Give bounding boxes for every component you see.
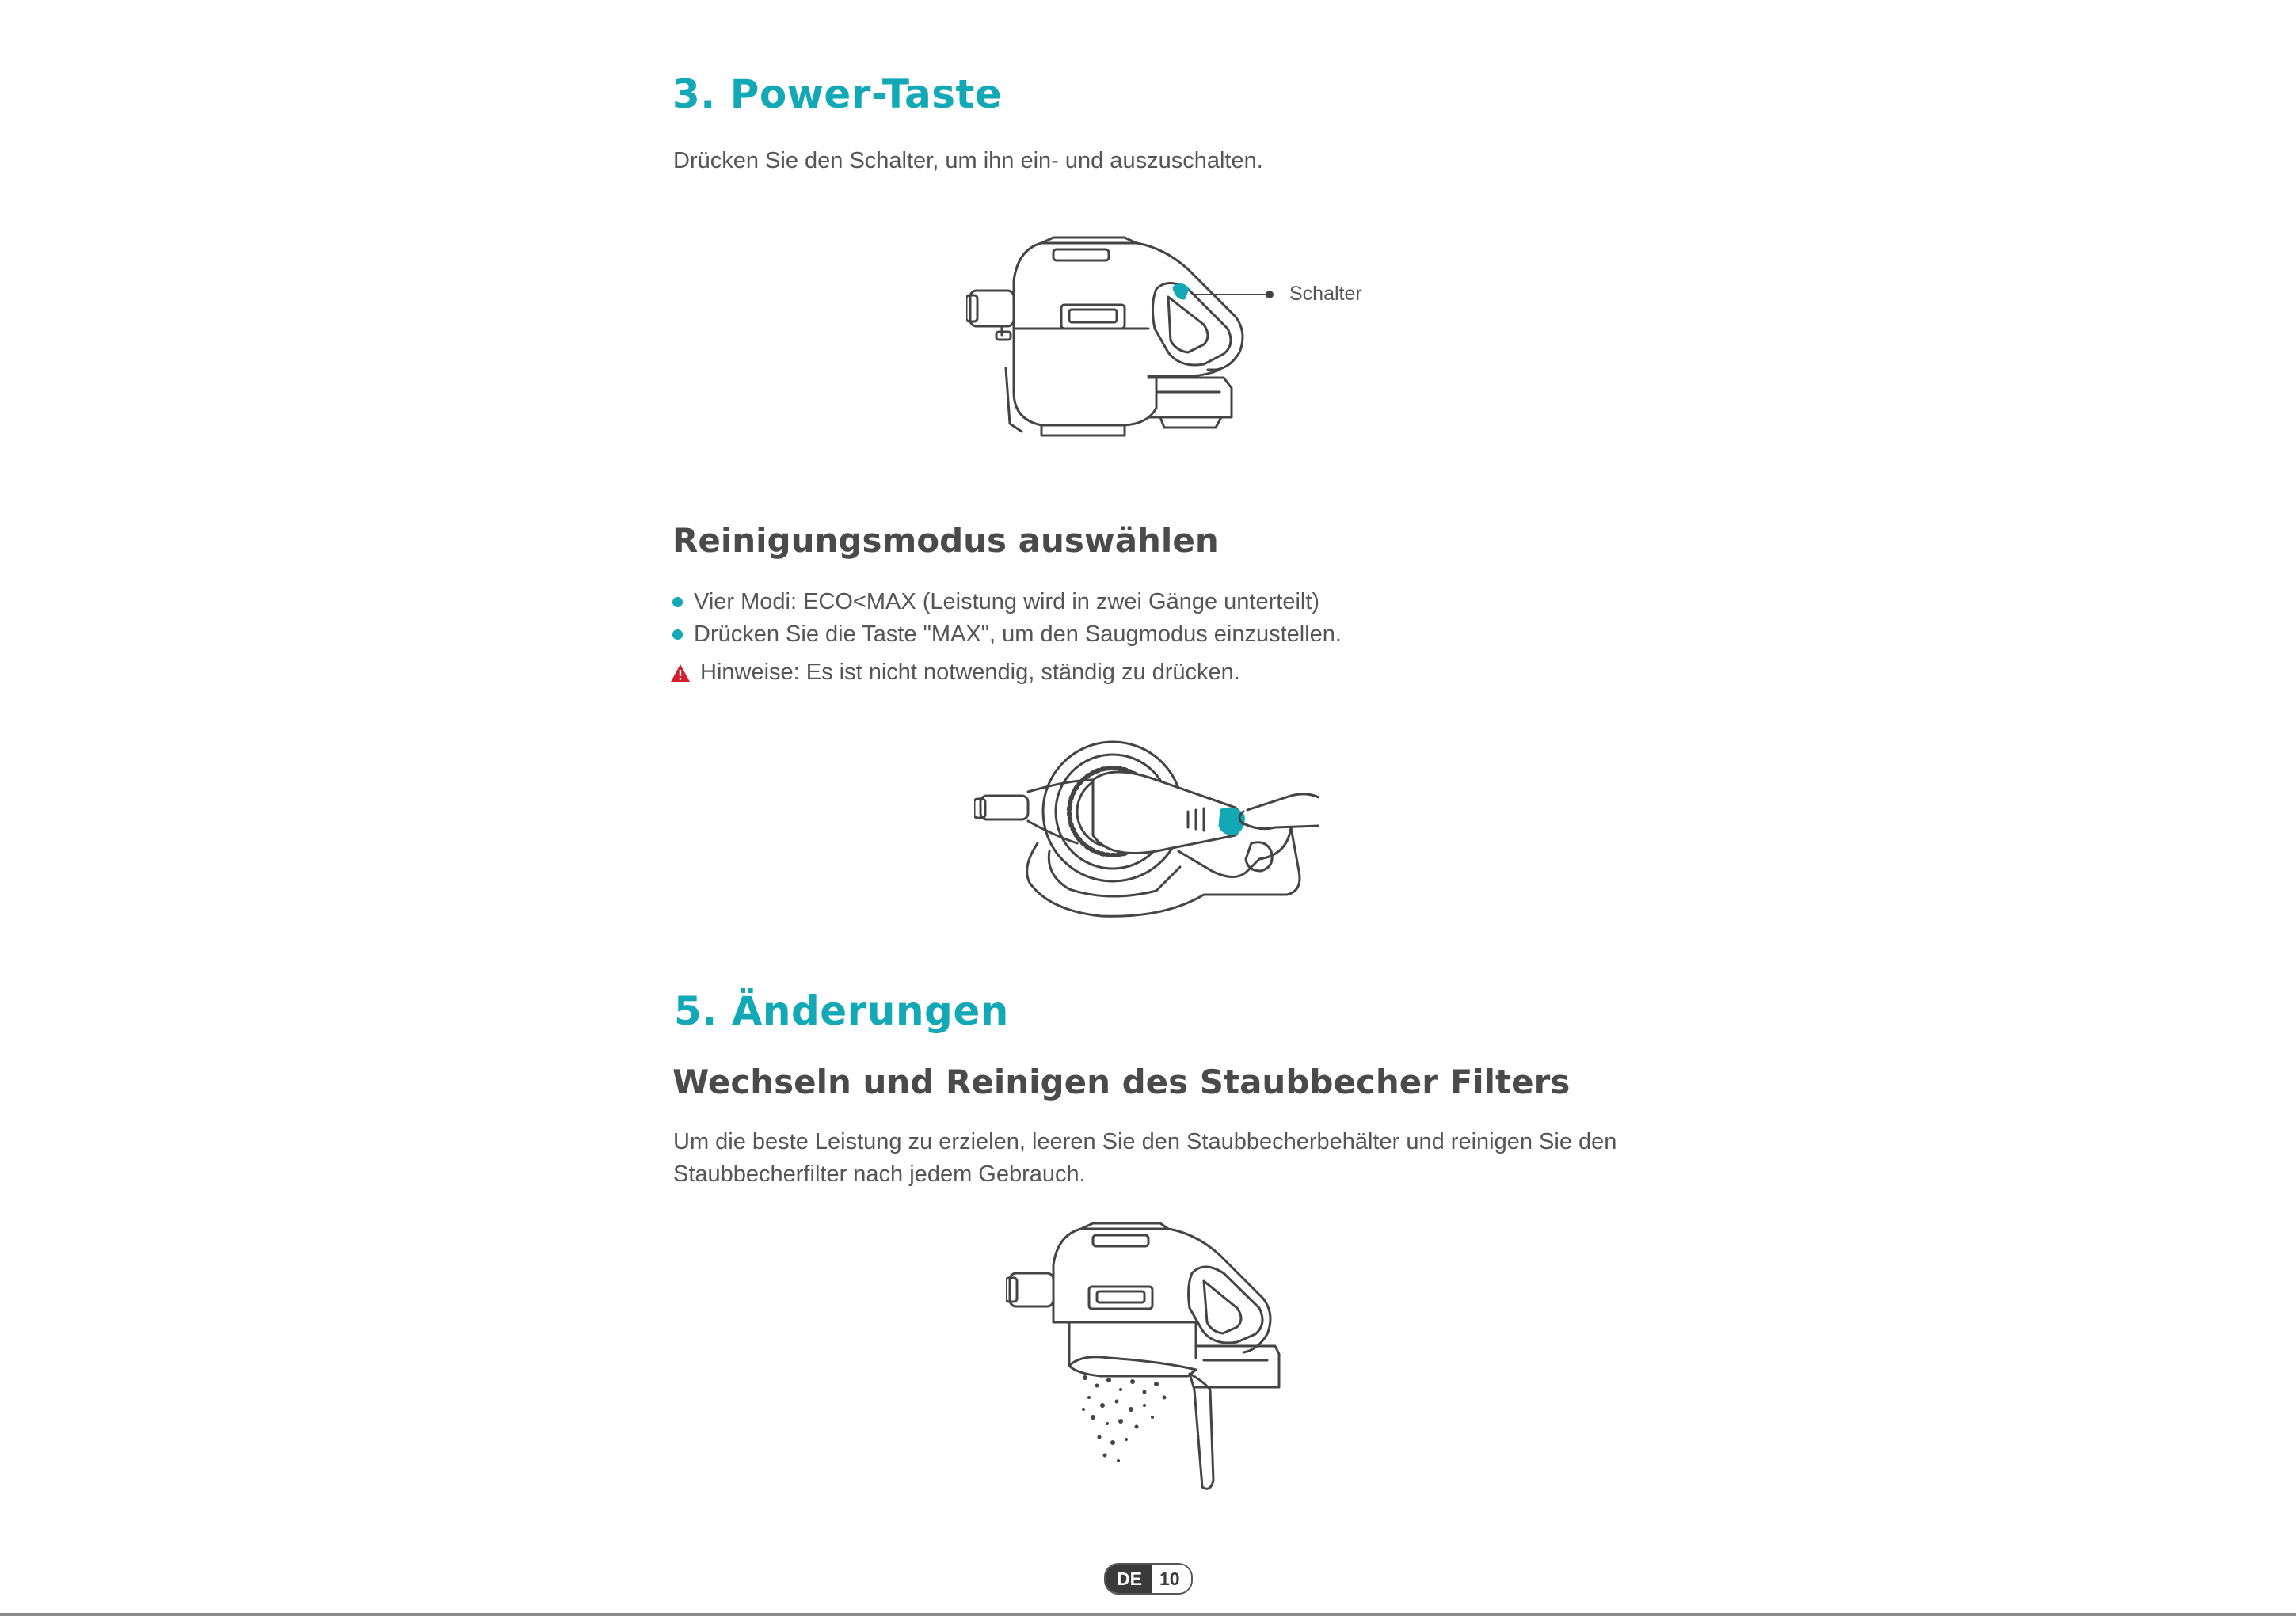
bullet-text: Drücken Sie die Taste "MAX", um den Saugmodus einzustellen. <box>694 622 1342 647</box>
filter-description-line1: Um die beste Leistung zu erzielen, leeren Sie den Staubbecherbehälter und reinigen Sie den <box>673 1129 1617 1154</box>
section-title-mode: Reinigungsmodus auswählen <box>672 521 1219 560</box>
section-title-power: 3. Power-Taste <box>672 71 1003 117</box>
vacuum-max-button-icon <box>974 732 1319 926</box>
vacuum-max-illustration <box>974 732 1319 926</box>
vacuum-handheld-icon <box>966 234 1251 451</box>
vacuum-dustcup-illustration <box>1006 1219 1291 1492</box>
vacuum-empty-dust-cup-icon <box>1006 1219 1291 1492</box>
bullet-dot-icon <box>672 629 683 640</box>
section-title-changes: 5. Änderungen <box>674 988 1009 1034</box>
warning-icon <box>670 664 691 683</box>
switch-callout-label: Schalter <box>1289 283 1362 305</box>
callout-line <box>1192 294 1271 295</box>
list-item <box>672 618 1342 651</box>
page-number: 10 <box>1152 1565 1191 1593</box>
warning-note <box>670 660 1240 686</box>
vacuum-switch-illustration <box>966 234 1251 451</box>
bullet-text: Vier Modi: ECO<MAX (Leistung wird in zwei Gänge unterteilt) <box>694 589 1320 614</box>
power-description: Drücken Sie den Schalter, um ihn ein- und auszuschalten. <box>673 148 1263 173</box>
callout-dot <box>1266 291 1274 298</box>
language-label: DE <box>1106 1565 1152 1593</box>
warning-text: Hinweise: Es ist nicht notwendig, ständig zu drücken. <box>700 660 1240 685</box>
filter-description-line2: Staubbecherfilter nach jedem Gebrauch. <box>673 1162 1086 1187</box>
list-item <box>672 586 1342 618</box>
page-number-badge <box>1104 1563 1193 1595</box>
mode-bullet-list <box>672 586 1342 651</box>
section-subtitle-filter: Wechseln und Reinigen des Staubbecher Filters <box>672 1063 1571 1101</box>
bullet-dot-icon <box>672 597 683 607</box>
bottom-divider <box>0 1613 2296 1616</box>
